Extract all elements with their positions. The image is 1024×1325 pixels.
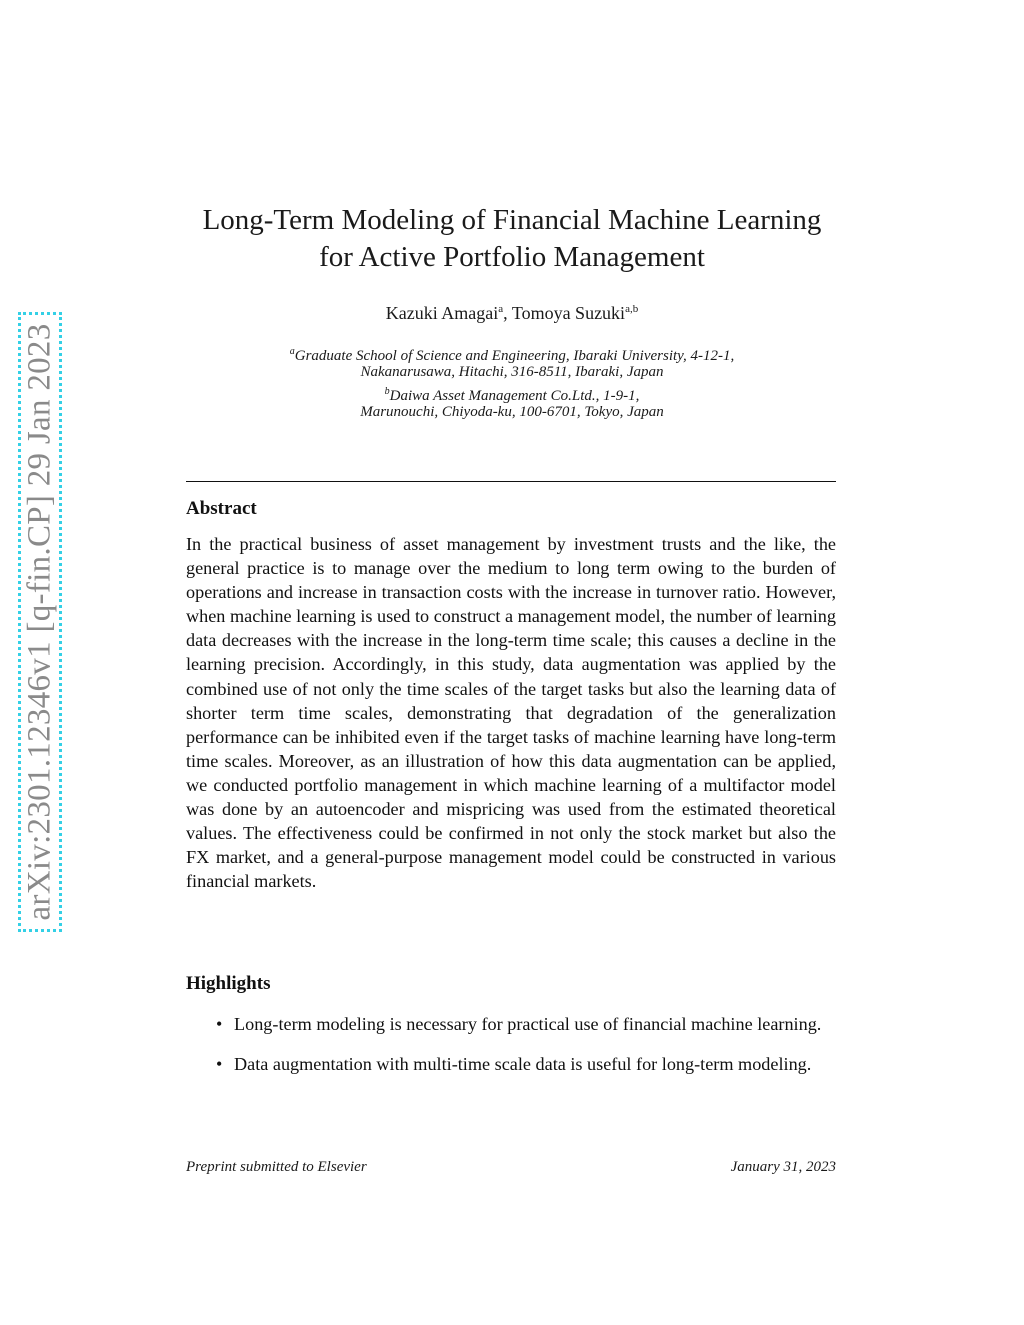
author-affiliation-mark: a [498, 303, 504, 315]
highlights-heading: Highlights [186, 973, 271, 994]
author-separator: , [503, 303, 512, 323]
affiliation-text: Graduate School of Science and Engineering, Ibaraki University, 4-12-1, [294, 348, 735, 364]
highlight-text: Data augmentation with multi-time scale data is useful for long-term modeling. [234, 1054, 812, 1075]
affiliation-mark: a [289, 346, 295, 357]
author-affiliation-mark: a,b [625, 303, 639, 315]
paper-title-line-2: for Active Portfolio Management [319, 241, 705, 273]
footer-preprint-note: Preprint submitted to Elsevier [186, 1159, 367, 1175]
highlight-item [186, 1012, 836, 1036]
author-list [160, 303, 864, 324]
author-name: Kazuki Amagai [385, 303, 499, 323]
abstract-text: In the practical business of asset management by investment trusts and the like, the general practice is to manage over the medium to long term owing to the burden of operations and increase in transaction costs with the increase in turnover ratio. However, when machine learning is used to construct a management model, the number of learning data decreases with the increase in the long-term time scale; this causes a decline in the learning precision. Accordingly, in this study, data augmentation was applied by the combined use of not only the time scales of the target tasks but also the learning data of shorter term time scales, demonstrating that degradation of the generalization performance can be inhibited even if the target tasks of machine learning have long-term time scales. Moreover, as an illustration of how this data augmentation can be applied, we conducted portfolio management in which machine learning of a multifactor model was done by an autoencoder and mispricing was used from the estimated theoretical values. The effectiveness could be confirmed in not only the stock market but also the FX market, and a general-purpose management model could be constructed in various financial markets. [186, 534, 836, 892]
arxiv-identifier-stamp [18, 312, 62, 932]
highlights-list [186, 1012, 836, 1092]
bullet-icon: • [216, 1014, 223, 1034]
affiliation-text: Daiwa Asset Management Co.Ltd., 1-9-1, [389, 388, 640, 404]
paper-title-line-1: Long-Term Modeling of Financial Machine Learning [202, 204, 822, 236]
highlight-item [186, 1052, 836, 1076]
bullet-icon: • [216, 1054, 223, 1075]
affiliation-b-line-2: Marunouchi, Chiyoda-ku, 100-6701, Tokyo, Japan [360, 404, 664, 420]
affiliation-mark: b [384, 386, 390, 397]
abstract-heading: Abstract [186, 498, 257, 519]
horizontal-rule [186, 481, 836, 482]
affiliation-a-line-2: Nakanarusawa, Hitachi, 316-8511, Ibaraki, Japan [360, 364, 664, 380]
highlight-text: Long-term modeling is necessary for practical use of financial machine learning. [234, 1014, 822, 1034]
footer-date: January 31, 2023 [730, 1159, 836, 1175]
arxiv-identifier-text: arXiv:2301.12346v1 [q-fin.CP] 29 Jan 2023 [21, 323, 58, 921]
author-name: Tomoya Suzuki [511, 303, 626, 323]
